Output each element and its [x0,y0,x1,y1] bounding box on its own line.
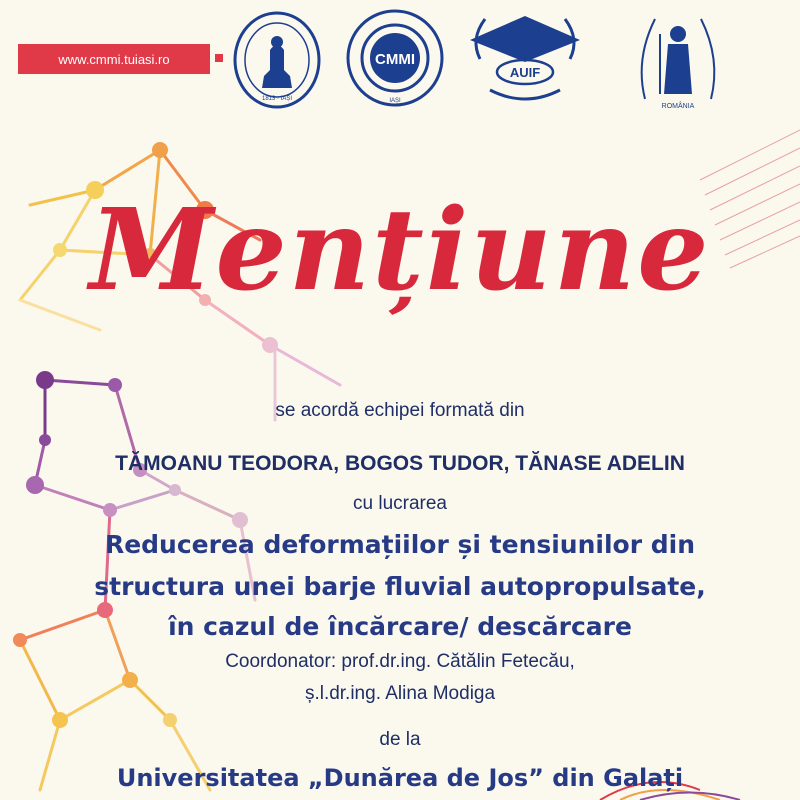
paper-title-line-3: în cazul de încărcare/ descărcare [168,612,632,641]
website-url-badge[interactable] [18,44,210,74]
svg-text:CMMI: CMMI [375,51,415,68]
intro-text: se acordă echipei formată din [275,400,525,421]
cmmi-logo [345,8,445,108]
coordinator-line-1: Coordonator: prof.dr.ing. Cătălin Fetecău, [225,651,575,672]
academia-logo [630,4,726,116]
paper-title-line-2: structura unei barje fluvial autopropulsate, [94,572,706,601]
coordinator-line-2: ș.l.dr.ing. Alina Modiga [304,683,496,704]
from-label: de la [379,729,421,750]
certificate-title: Mențiune [89,185,711,316]
url-dot [215,54,223,62]
website-url[interactable]: www.cmmi.tuiasi.ro [58,51,170,67]
paper-title-line-1: Reducerea deformațiilor și tensiunilor din [104,530,696,559]
team-names: TĂMOANU TEODORA, BOGOS TUDOR, TĂNASE ADELIN [115,452,685,475]
university-name: Universitatea „Dunărea de Jos” din Galați [116,764,684,792]
svg-text:AUIF: AUIF [509,65,541,80]
svg-text:ROMÂNIA: ROMÂNIA [661,103,695,110]
auif-logo [460,4,590,108]
universitatea-tehnica-logo [232,10,322,110]
work-label: cu lucrarea [353,493,447,514]
svg-text:1813 · IAȘI: 1813 · IAȘI [261,96,293,102]
svg-text:IAȘI: IAȘI [389,98,401,104]
